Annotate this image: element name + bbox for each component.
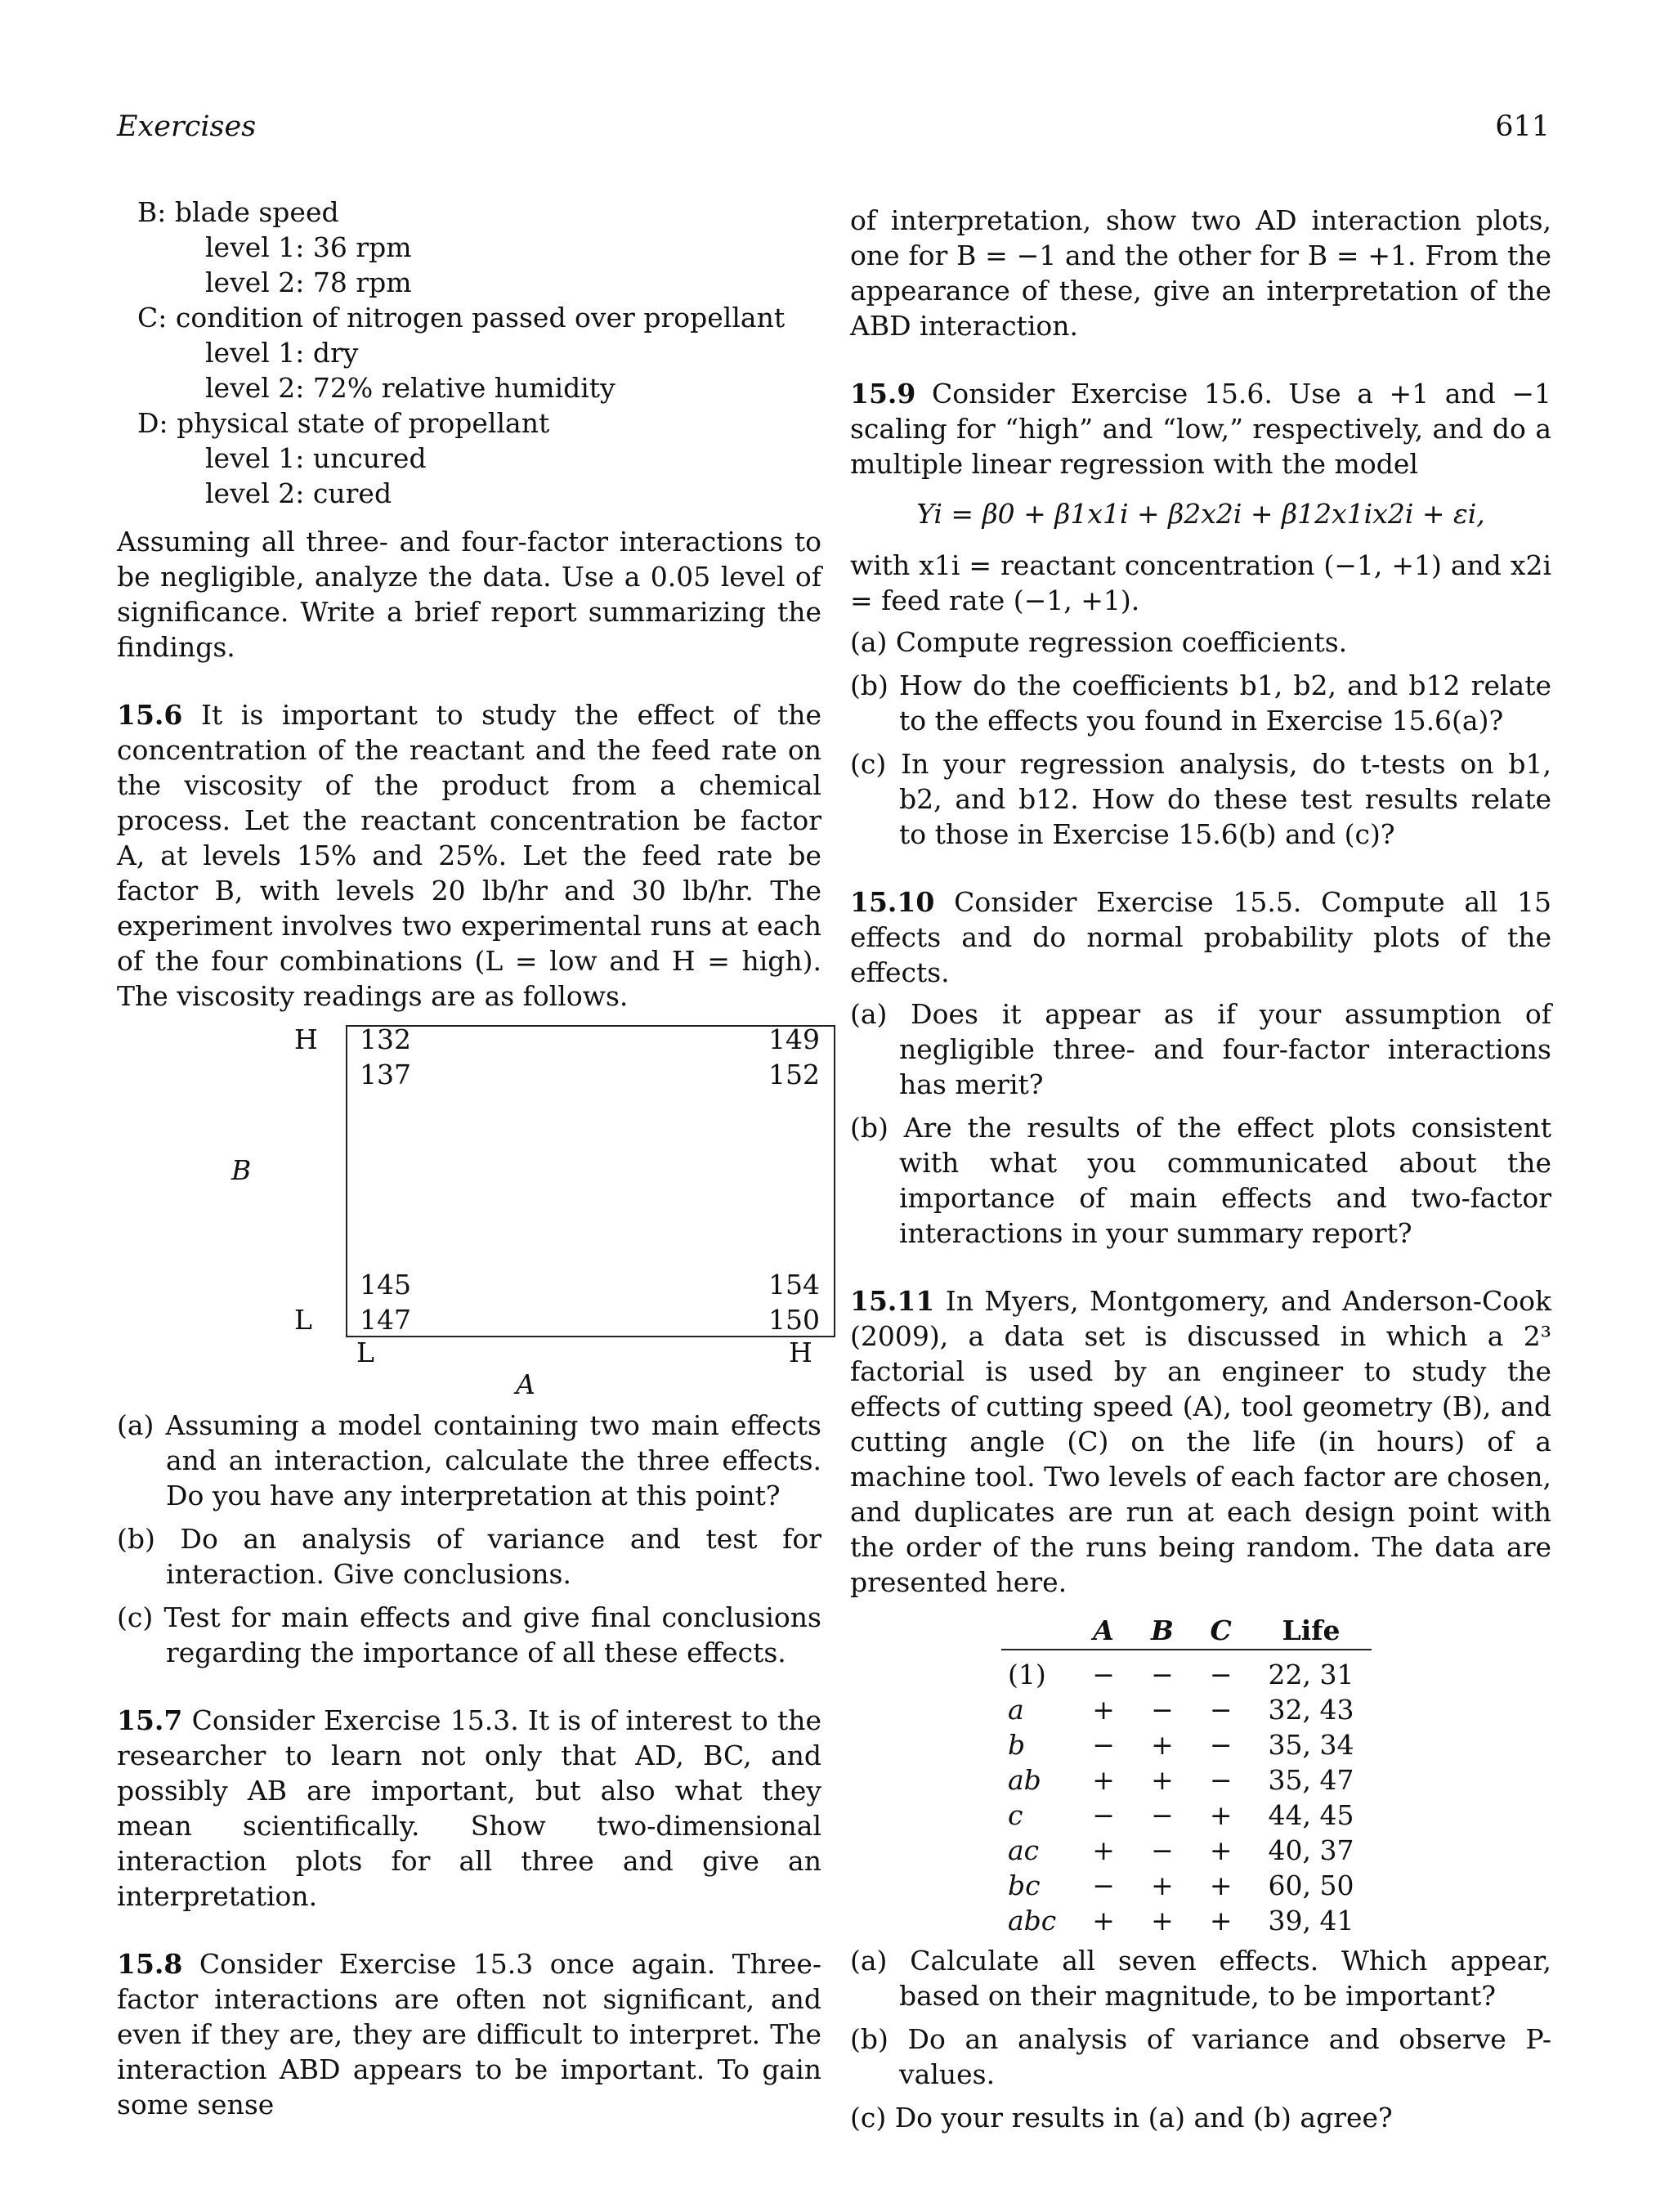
exercise-15-9-with: with x1i = reactant concentration (−1, +1) and x2i = feed rate (−1, +1). xyxy=(850,549,1551,616)
exercise-15-11-part-c: (c) Do your results in (a) and (b) agree? xyxy=(850,2102,1393,2134)
sign-cell: + xyxy=(1151,1729,1174,1761)
cell-value: 154 xyxy=(768,1269,820,1301)
exercise-15-10-part-a: (a) Does it appear as if your assumption of negligible three- and four-factor interactions has merit? xyxy=(850,998,1551,1100)
exercise-15-9-part-b: (b) How do the coefficients b1, b2, and b12 relate to the effects you found in Exercise 15.6(a)? xyxy=(850,669,1551,737)
sign-cell: − xyxy=(1151,1659,1174,1690)
treatment-label: bc xyxy=(1008,1869,1041,1901)
life-value: 44, 45 xyxy=(1268,1799,1354,1831)
sign-cell: + xyxy=(1092,1834,1115,1866)
life-value: 35, 34 xyxy=(1268,1729,1354,1761)
sign-cell: − xyxy=(1209,1729,1233,1761)
cell-value: 132 xyxy=(360,1023,411,1055)
treatment-label: (1) xyxy=(1008,1659,1046,1690)
right-column xyxy=(850,203,1551,2135)
treatment-label: abc xyxy=(1008,1905,1057,1937)
factor-b-level-1: level 1: 36 rpm xyxy=(205,231,412,263)
exercise-number: 15.11 xyxy=(850,1285,935,1317)
table-row xyxy=(1001,1798,1372,1833)
sign-cell: + xyxy=(1151,1905,1174,1937)
exercise-15-9-part-c: (c) In your regression analysis, do t-tests on b1, b2, and b12. How do these test results relate to those in Exercise 15.6(b) and (c)? xyxy=(850,748,1551,850)
viscosity-diagram xyxy=(117,1022,821,1400)
table-header-row xyxy=(1001,1613,1372,1650)
exercise-15-9-part-a: (a) Compute regression coefficients. xyxy=(850,626,1348,658)
factor-c-level-1: level 1: dry xyxy=(205,337,359,369)
sign-cell: − xyxy=(1209,1694,1233,1726)
exercise-15-11-part-b: (b) Do an analysis of variance and observe P-values. xyxy=(850,2023,1551,2090)
b-low-label: L xyxy=(294,1304,312,1336)
cell-value: 150 xyxy=(768,1304,820,1336)
sign-cell: − xyxy=(1151,1694,1174,1726)
page-number: 611 xyxy=(1495,110,1550,143)
left-column xyxy=(117,195,821,2122)
table-header-cell xyxy=(1001,1613,1074,1650)
exercise-number: 15.8 xyxy=(117,1948,183,1980)
treatment-label: b xyxy=(1008,1729,1026,1761)
cell-value: 145 xyxy=(360,1269,411,1301)
exercise-15-11-part-a: (a) Calculate all seven effects. Which appear, based on their magnitude, to be important? xyxy=(850,1945,1551,2012)
life-value: 35, 47 xyxy=(1268,1764,1354,1796)
exercise-number: 15.9 xyxy=(850,378,916,410)
table-row xyxy=(1001,1903,1372,1938)
exercise-number: 15.10 xyxy=(850,886,935,918)
exercise-15-8 xyxy=(117,1946,821,2122)
exercise-number: 15.6 xyxy=(117,699,183,731)
life-value: 40, 37 xyxy=(1268,1834,1354,1866)
factor-b: B: blade speed xyxy=(137,196,339,228)
regression-model-equation: Yi = β0 + β1x1i + β2x2i + β12x1ix2i + εi, xyxy=(916,498,1485,530)
a-axis-label: A xyxy=(516,1368,535,1400)
treatment-label: ac xyxy=(1008,1834,1040,1866)
exercise-15-9 xyxy=(850,376,1551,481)
sign-cell: − xyxy=(1092,1729,1115,1761)
exercise-15-6-part-a: (a) Assuming a model containing two main effects and an interaction, calculate the three effects. Do you have any interpretation at this point? xyxy=(117,1409,821,1511)
sign-cell: + xyxy=(1151,1869,1174,1901)
sign-cell: + xyxy=(1209,1869,1233,1901)
exercise-15-11 xyxy=(850,1283,1551,1600)
b-axis-label: B xyxy=(231,1154,252,1186)
sign-cell: + xyxy=(1209,1905,1233,1937)
exercise-15-10 xyxy=(850,884,1551,990)
table-header-cell: B xyxy=(1133,1613,1192,1650)
table-header-cell: Life xyxy=(1251,1613,1372,1650)
sign-cell: − xyxy=(1151,1799,1174,1831)
exercise-number: 15.7 xyxy=(117,1704,183,1736)
table-row xyxy=(1001,1692,1372,1727)
table-row xyxy=(1001,1762,1372,1798)
sign-cell: + xyxy=(1092,1905,1115,1937)
sign-cell: − xyxy=(1151,1834,1174,1866)
a-high-label: H xyxy=(789,1337,812,1368)
viscosity-box xyxy=(346,1025,835,1337)
life-value: 39, 41 xyxy=(1268,1905,1354,1937)
exercise-text: Consider Exercise 15.3 once again. Three-factor interactions are often not significant, and even if they are, they are difficult to interpret. The interaction ABD appears to be important. To gain some sense xyxy=(117,1948,821,2120)
cell-value: 147 xyxy=(360,1304,411,1336)
treatment-label: c xyxy=(1008,1799,1023,1831)
sign-cell: − xyxy=(1092,1799,1115,1831)
exercise-text: Consider Exercise 15.6. Use a +1 and −1 scaling for “high” and “low,” respectively, and do a multiple linear regression with the model xyxy=(850,378,1551,480)
factor-d-level-1: level 1: uncured xyxy=(205,442,427,474)
factor-c: C: condition of nitrogen passed over propellant xyxy=(137,302,786,334)
exercise-15-6-part-c: (c) Test for main effects and give final conclusions regarding the importance of all these effects. xyxy=(117,1601,821,1668)
life-value: 22, 31 xyxy=(1268,1659,1354,1690)
assumption-paragraph: Assuming all three- and four-factor interactions to be negligible, analyze the data. Use a 0.05 level of significance. Write a brief report summarizing the findings. xyxy=(117,526,821,663)
a-low-label: L xyxy=(356,1337,374,1368)
table-row xyxy=(1001,1650,1372,1692)
table-header-cell: C xyxy=(1192,1613,1251,1650)
treatment-label: a xyxy=(1008,1694,1024,1726)
sign-cell: − xyxy=(1092,1659,1115,1690)
factor-d: D: physical state of propellant xyxy=(137,407,550,439)
table-row xyxy=(1001,1833,1372,1868)
table-header-cell: A xyxy=(1074,1613,1133,1650)
sign-cell: + xyxy=(1209,1799,1233,1831)
sign-cell: + xyxy=(1209,1834,1233,1866)
life-value: 32, 43 xyxy=(1268,1694,1354,1726)
b-high-label: H xyxy=(294,1023,318,1055)
table-row xyxy=(1001,1727,1372,1762)
sign-cell: − xyxy=(1092,1869,1115,1901)
life-value: 60, 50 xyxy=(1268,1869,1354,1901)
running-header: Exercises xyxy=(117,110,257,143)
exercise-text: Consider Exercise 15.5. Compute all 15 effects and do normal probability plots of the effects. xyxy=(850,886,1551,988)
cell-value: 149 xyxy=(768,1023,820,1055)
sign-cell: − xyxy=(1209,1659,1233,1690)
exercise-text: It is important to study the effect of the concentration of the reactant and the feed rate on the viscosity of the product from a chemical process. Let the reactant concentration be factor A, at levels 15% and 25%. Let the feed rate be factor B, with levels 20 lb/hr and 30 lb/hr. The experiment involves two experimental runs at each of the four combinations (L = low and H = high). The viscosity readings are as follows. xyxy=(117,699,821,1012)
exercise-text: In Myers, Montgomery, and Anderson-Cook (2009), a data set is discussed in which a 2³ factorial is used by an engineer to study the effects of cutting speed (A), tool geometry (B), and cutting angle (C) on the life (in hours) of a machine tool. Two levels of each factor are chosen, and duplicates are run at each design point with the order of the runs being random. The data are presented here. xyxy=(850,1285,1551,1598)
exercise-15-8-continued: of interpretation, show two AD interaction plots, one for B = −1 and the other for B = +1. From the appearance of these, give an interpretation of the ABD interaction. xyxy=(850,204,1551,342)
machine-tool-life-table xyxy=(1001,1613,1372,1938)
sign-cell: + xyxy=(1092,1694,1115,1726)
sign-cell: − xyxy=(1209,1764,1233,1796)
table-row xyxy=(1001,1868,1372,1903)
sign-cell: + xyxy=(1151,1764,1174,1796)
exercise-15-7 xyxy=(117,1703,821,1914)
sign-cell: + xyxy=(1092,1764,1115,1796)
cell-value: 137 xyxy=(360,1059,411,1090)
exercise-15-10-part-b: (b) Are the results of the effect plots consistent with what you communicated about the importance of main effects and two-factor interactions in your summary report? xyxy=(850,1112,1551,1249)
treatment-label: ab xyxy=(1008,1764,1041,1796)
exercise-text: Consider Exercise 15.3. It is of interest to the researcher to learn not only that AD, BC, and possibly AB are important, but also what they mean scientifically. Show two-dimensional interaction plots for all three and give an interpretation. xyxy=(117,1704,821,1912)
factor-d-level-2: level 2: cured xyxy=(205,477,392,509)
exercise-15-6 xyxy=(117,697,821,1014)
factor-c-level-2: level 2: 72% relative humidity xyxy=(205,372,615,404)
cell-value: 152 xyxy=(768,1059,820,1090)
exercise-15-6-part-b: (b) Do an analysis of variance and test for interaction. Give conclusions. xyxy=(117,1523,821,1590)
factor-b-level-2: level 2: 78 rpm xyxy=(205,266,412,298)
